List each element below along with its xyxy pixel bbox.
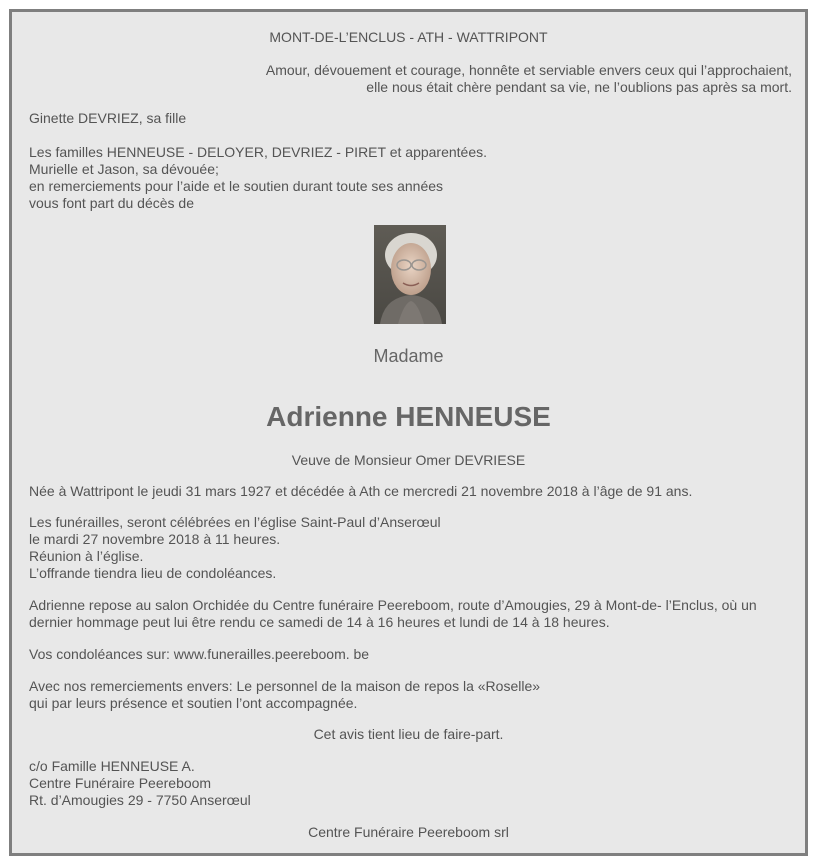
address-line: Rt. d’Amougies 29 - 7750 Anserœul xyxy=(29,792,251,808)
visitation-line: dernier hommage peut lui être rendu ce samedi de 14 à 16 heures et lundi de 14 à 18 heures. xyxy=(29,614,610,630)
thanks-line: qui par leurs présence et soutien l’ont accompagnée. xyxy=(29,695,358,711)
quote-line-1: Amour, dévouement et courage, honnête et serviable envers ceux qui l’approchaient, xyxy=(265,62,792,78)
family-announcement xyxy=(29,144,487,212)
funeral-line: Réunion à l’église. xyxy=(29,548,144,564)
family-line: vous font part du décès de xyxy=(29,195,194,211)
portrait-image xyxy=(374,225,446,324)
locations-header: MONT-DE-L’ENCLUS - ATH - WATTRIPONT xyxy=(269,29,548,45)
thanks-line: Avec nos remerciements envers: Le personnel de la maison de repos la «Roselle» xyxy=(29,678,541,694)
funeral-details xyxy=(29,514,441,582)
footer-funeral-home: Centre Funéraire Peereboom srl xyxy=(308,824,509,840)
death-notice-frame xyxy=(9,9,808,856)
daughter-line: Ginette DEVRIEZ, sa fille xyxy=(29,110,187,126)
condolences-line: Vos condoléances sur: www.funerailles.peereboom. be xyxy=(29,646,370,662)
visitation-line: Adrienne repose au salon Orchidée du Centre funéraire Peereboom, route d’Amougies, 29 à Mont-de- l’Enclus, où un xyxy=(29,597,757,613)
death-notice-content xyxy=(12,12,805,853)
family-line: en remerciements pour l’aide et le soutien durant toute ses années xyxy=(29,178,444,194)
family-line: Murielle et Jason, sa dévouée; xyxy=(29,161,219,177)
address-line: Centre Funéraire Peereboom xyxy=(29,775,212,791)
notice-line: Cet avis tient lieu de faire-part. xyxy=(313,726,504,742)
portrait-photo xyxy=(374,225,446,324)
quote-line-2: elle nous était chère pendant sa vie, ne l’oublions pas après sa mort. xyxy=(366,79,792,95)
birth-death-line: Née à Wattripont le jeudi 31 mars 1927 et décédée à Ath ce mercredi 21 novembre 2018 à l’âge de 91 ans. xyxy=(29,483,693,499)
funeral-line: Les funérailles, seront célébrées en l’église Saint-Paul d’Anserœul xyxy=(29,514,441,530)
funeral-line: le mardi 27 novembre 2018 à 11 heures. xyxy=(29,531,281,547)
family-line: Les familles HENNEUSE - DELOYER, DEVRIEZ - PIRET et apparentées. xyxy=(29,144,488,160)
visitation-details xyxy=(29,597,757,631)
address-line: c/o Famille HENNEUSE A. xyxy=(29,758,195,774)
contact-address xyxy=(29,758,251,809)
widow-line: Veuve de Monsieur Omer DEVRIESE xyxy=(291,452,526,468)
title-madame: Madame xyxy=(373,346,444,366)
thanks-details xyxy=(29,678,540,712)
funeral-line: L’offrande tiendra lieu de condoléances. xyxy=(29,565,277,581)
deceased-name: Adrienne HENNEUSE xyxy=(266,401,551,432)
